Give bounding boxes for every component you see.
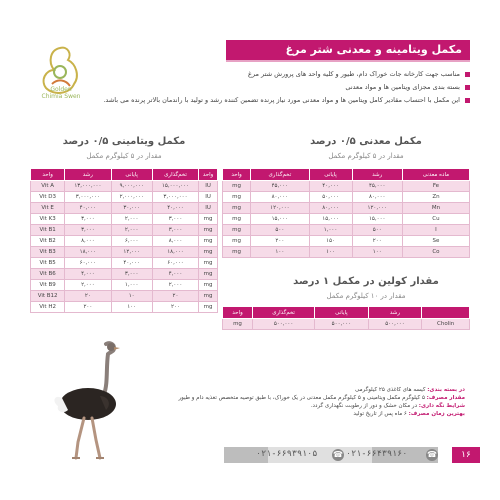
table-cell: ۱,۰۰۰	[111, 280, 152, 291]
table-row	[31, 225, 218, 236]
vitamin-section-title: مکمل ویتامینی ۰/۵ درصد	[62, 136, 186, 147]
table-cell: Zn	[402, 192, 469, 203]
table-cell: mg	[199, 236, 218, 247]
table-cell: ۱۵,۰۰۰	[251, 214, 309, 225]
phone-number-2[interactable]: ۰۲۱-۶۶۹۳۹۱۰۵	[256, 449, 318, 459]
column-header: پایانی	[111, 169, 152, 181]
table-cell: ۳۰,۰۰۰	[111, 203, 152, 214]
table-cell: mg	[223, 181, 251, 192]
table-cell: ۶۰,۰۰۰	[65, 258, 111, 269]
table-cell: mg	[223, 214, 251, 225]
table-cell: Vit D3	[31, 192, 65, 203]
table-cell: ۸,۰۰۰	[65, 236, 111, 247]
table-row	[31, 269, 218, 280]
table-cell: mg	[199, 280, 218, 291]
table-cell: Vit B1	[31, 225, 65, 236]
table-cell: Vit H2	[31, 302, 65, 313]
table-cell: Fe	[402, 181, 469, 192]
column-header: پایانی	[309, 169, 352, 181]
table-cell: mg	[223, 203, 251, 214]
list-item: این مکمل با احتساب مقادیر کامل ویتامین ها و مواد معدنی مورد نیاز پرنده تضمین کننده رشد و تولید با راندمان بالاتر پرنده می باشد.	[50, 96, 470, 105]
table-cell: Vit B12	[31, 291, 65, 302]
table-cell: ۳,۰۰۰,۰۰۰	[152, 192, 198, 203]
list-item: مناسب جهت کارخانه جات خوراک دام، طیور و کلیه واحد های پرورش شتر مرغ	[50, 70, 470, 79]
note-storage: شرایط نگه داری: در مکان خشک و دور از رطوبت نگهداری گردد.	[310, 403, 465, 409]
table-row	[31, 192, 218, 203]
table-cell: Vit A	[31, 181, 65, 192]
title-underline	[226, 60, 470, 62]
table-cell: ۱,۰۰۰	[309, 225, 352, 236]
mineral-section-subtitle: مقدار در ۵ کیلوگرم مکمل	[328, 152, 404, 160]
table-cell: ۸,۰۰۰	[152, 236, 198, 247]
table-cell: ۵۰۰,۰۰۰	[253, 319, 315, 330]
list-item: بسته بندی مجزای ویتامین ها و مواد معدنی	[50, 83, 470, 92]
bullet-square-icon	[465, 85, 470, 90]
table-header-row	[31, 169, 218, 181]
table-row	[223, 203, 470, 214]
vitamin-table	[30, 168, 218, 313]
table-row	[31, 302, 218, 313]
column-header: تخم‌گذاری	[152, 169, 198, 181]
column-header: واحد	[31, 169, 65, 181]
table-cell: ۴۰,۰۰۰	[309, 181, 352, 192]
column-header: رشد	[352, 169, 402, 181]
table-row	[31, 258, 218, 269]
table-cell: Vit B6	[31, 269, 65, 280]
table-cell: mg	[199, 258, 218, 269]
table-row	[223, 236, 470, 247]
table-cell: ۸۰,۰۰۰	[251, 192, 309, 203]
table-cell: ۳,۰۰۰	[111, 269, 152, 280]
table-cell: Co	[402, 247, 469, 258]
table-cell: mg	[199, 302, 218, 313]
table-cell: ۲,۰۰۰	[111, 214, 152, 225]
table-cell: mg	[199, 269, 218, 280]
table-cell: ۴۰,۰۰۰	[152, 203, 198, 214]
column-header	[422, 307, 470, 319]
vitamin-section-subtitle: مقدار در ۵ کیلوگرم مکمل	[86, 152, 162, 160]
table-cell: ۴۵,۰۰۰	[251, 181, 309, 192]
table-cell: Vit B3	[31, 247, 65, 258]
table-cell: ۱۳,۰۰۰,۰۰۰	[65, 181, 111, 192]
table-cell: mg	[223, 236, 251, 247]
mineral-section-title: مکمل معدنی ۰/۵ درصد	[310, 136, 422, 147]
table-row	[223, 214, 470, 225]
table-cell: ۴,۰۰۰	[65, 269, 111, 280]
bullet-square-icon	[465, 72, 470, 77]
table-cell: ۲,۰۰۰	[65, 280, 111, 291]
table-row	[31, 203, 218, 214]
choline-section-title: مقدار کولین در مکمل ۱ درصد	[293, 276, 439, 287]
table-row	[31, 181, 218, 192]
table-cell: ۴۰,۰۰۰	[65, 203, 111, 214]
table-cell: ۲,۰۰۰	[152, 280, 198, 291]
table-cell: mg	[223, 192, 251, 203]
table-row	[31, 291, 218, 302]
table-cell: mg	[199, 214, 218, 225]
ostrich-illustration	[48, 338, 128, 463]
table-cell: ۴,۰۰۰	[152, 269, 198, 280]
table-cell: ۱۲۰,۰۰۰	[352, 203, 402, 214]
table-cell: mg	[223, 247, 251, 258]
table-cell: ۲۰	[152, 291, 198, 302]
table-cell: ۲۰۰	[251, 236, 309, 247]
table-cell: Vit B5	[31, 258, 65, 269]
column-header: واحد	[223, 169, 251, 181]
table-cell: ۱۲,۰۰۰	[111, 247, 152, 258]
table-cell: ۱۸,۰۰۰	[152, 247, 198, 258]
table-cell: ۲۰۰	[65, 302, 111, 313]
table-cell: Cu	[402, 214, 469, 225]
table-header-row	[223, 307, 470, 319]
table-cell: ۳,۰۰۰	[65, 214, 111, 225]
table-cell: ۱۰۰	[251, 247, 309, 258]
table-cell: mg	[199, 247, 218, 258]
table-cell: ۳,۰۰۰	[152, 225, 198, 236]
column-header: ماده معدنی	[402, 169, 469, 181]
table-row	[31, 247, 218, 258]
table-cell: mg	[223, 225, 251, 236]
column-header: تخم‌گذاری	[251, 169, 309, 181]
table-cell: ۱۵,۰۰۰,۰۰۰	[152, 181, 198, 192]
note-best-use: بهترین زمان مصرف: ۶ ماه پس از تاریخ تولید	[353, 411, 465, 417]
phone-icon: ☎	[427, 450, 437, 459]
table-cell: ۵۰۰	[251, 225, 309, 236]
column-header: رشد	[65, 169, 111, 181]
table-cell: ۴۵,۰۰۰	[352, 181, 402, 192]
table-cell: ۶,۰۰۰	[111, 236, 152, 247]
table-cell: Vit K3	[31, 214, 65, 225]
table-cell: ۱۰	[111, 291, 152, 302]
phone-icon: ☎	[333, 450, 343, 459]
page-title: مکمل ویتامینه و معدنی شتر مرغ	[226, 40, 470, 60]
table-cell: IU	[199, 192, 218, 203]
column-header: واحد	[223, 307, 253, 319]
choline-table	[222, 306, 470, 330]
table-cell: ۶۰,۰۰۰	[152, 258, 198, 269]
table-header-row	[223, 169, 470, 181]
table-cell: ۵۰۰	[352, 225, 402, 236]
table-cell: ۲۰۰	[352, 236, 402, 247]
table-cell: I	[402, 225, 469, 236]
table-cell: ۱۰۰	[352, 247, 402, 258]
mineral-table	[222, 168, 470, 258]
table-row	[223, 319, 470, 330]
table-cell: ۵۰۰,۰۰۰	[368, 319, 422, 330]
column-header: تخم‌گذاری	[253, 307, 315, 319]
table-cell: ۴۰,۰۰۰	[111, 258, 152, 269]
table-cell: mg	[199, 291, 218, 302]
phone-number-1[interactable]: ۰۲۱-۶۶۴۳۹۱۶۰	[346, 449, 408, 459]
table-cell: Cholin	[422, 319, 470, 330]
table-cell: ۳,۰۰۰	[152, 214, 198, 225]
table-cell: ۲,۰۰۰,۰۰۰	[111, 192, 152, 203]
table-cell: ۱۲۰,۰۰۰	[251, 203, 309, 214]
choline-section-subtitle: مقدار در ۱۰ کیلوگرم مکمل	[326, 292, 406, 300]
table-cell: mg	[223, 319, 253, 330]
table-cell: IU	[199, 203, 218, 214]
table-row	[31, 236, 218, 247]
table-cell: ۱۰۰	[111, 302, 152, 313]
table-cell: ۲۰۰	[152, 302, 198, 313]
table-cell: ۹,۰۰۰,۰۰۰	[111, 181, 152, 192]
table-cell: ۸۰,۰۰۰	[309, 203, 352, 214]
table-row	[223, 181, 470, 192]
product-notes	[165, 386, 465, 418]
table-cell: mg	[199, 225, 218, 236]
table-cell: IU	[199, 181, 218, 192]
table-row	[223, 192, 470, 203]
table-row	[31, 214, 218, 225]
table-cell: Vit B9	[31, 280, 65, 291]
table-cell: Mn	[402, 203, 469, 214]
table-row	[31, 280, 218, 291]
table-cell: ۸۰,۰۰۰	[352, 192, 402, 203]
table-cell: ۱۰۰	[309, 247, 352, 258]
table-cell: ۱۵,۰۰۰	[352, 214, 402, 225]
table-cell: ۵۰,۰۰۰	[309, 192, 352, 203]
column-header: واحد	[199, 169, 218, 181]
bullet-square-icon	[465, 98, 470, 103]
table-cell: ۱۵۰	[309, 236, 352, 247]
table-cell: ۳,۰۰۰,۰۰۰	[65, 192, 111, 203]
note-dosage: مقدار مصرف: ۵ کیلوگرم مکمل ویتامینی و ۵ کیلوگرم مکمل معدنی در یک خوراک، با طبق توصیه متخصص تغذیه دام و طیور	[178, 395, 465, 401]
table-cell: ۲,۰۰۰	[111, 225, 152, 236]
table-cell: Vit E	[31, 203, 65, 214]
note-packaging: در بسته بندی: کیسه های کاغذی ۲۵ کیلوگرمی	[355, 387, 465, 393]
logo-text: Golden Chimia Swen	[41, 86, 81, 100]
table-cell: ۱۸,۰۰۰	[65, 247, 111, 258]
column-header: رشد	[368, 307, 422, 319]
table-cell: ۳,۰۰۰	[65, 225, 111, 236]
table-cell: Vit B2	[31, 236, 65, 247]
column-header: پایانی	[315, 307, 369, 319]
table-row	[223, 225, 470, 236]
table-cell: Se	[402, 236, 469, 247]
table-row	[223, 247, 470, 258]
page-number: ۱۶	[452, 447, 480, 463]
table-cell: ۱۵,۰۰۰	[309, 214, 352, 225]
feature-list	[50, 70, 470, 109]
table-cell: ۲۰	[65, 291, 111, 302]
table-cell: ۵۰۰,۰۰۰	[315, 319, 369, 330]
